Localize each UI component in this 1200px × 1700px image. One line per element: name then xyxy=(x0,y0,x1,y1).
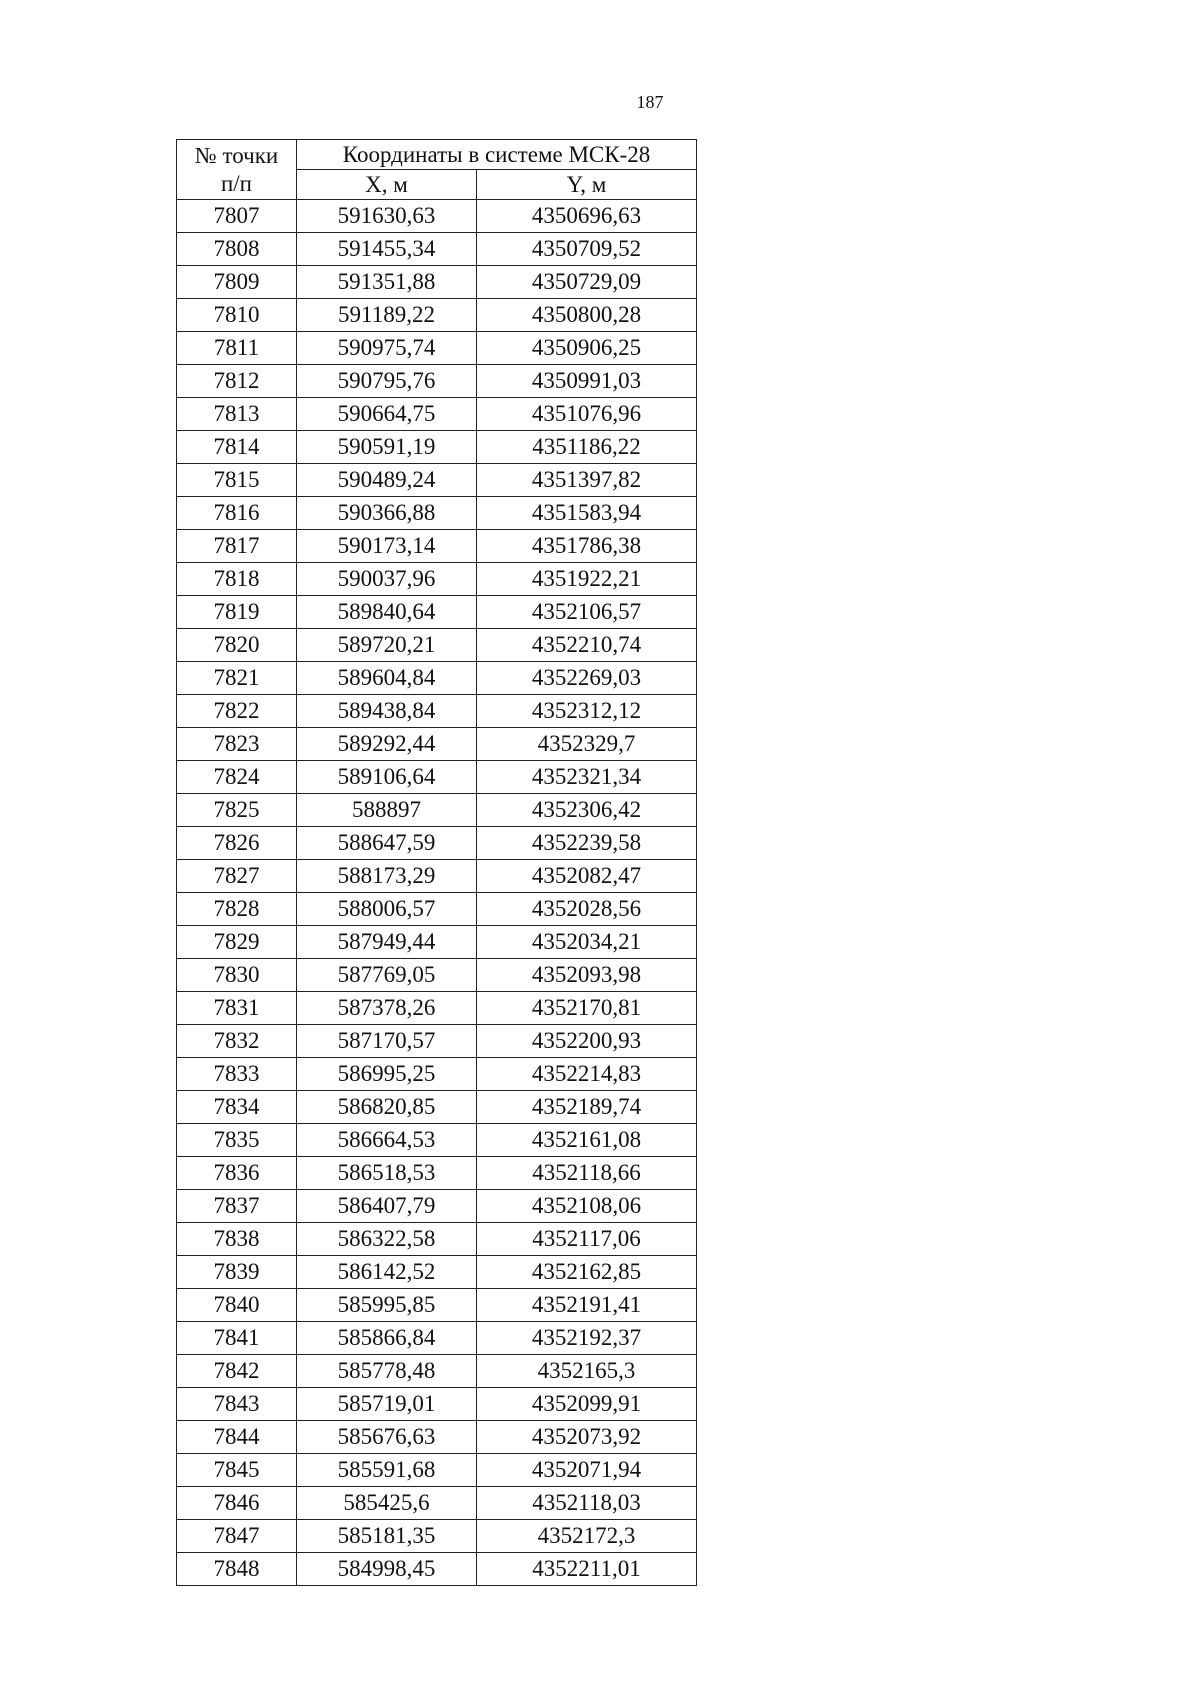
table-row xyxy=(177,596,697,629)
point-number-cell: 7837 xyxy=(177,1190,297,1223)
y-coordinate-cell: 4352189,74 xyxy=(477,1091,697,1124)
y-coordinate-cell: 4352269,03 xyxy=(477,662,697,695)
x-coordinate-cell: 590366,88 xyxy=(297,497,477,530)
x-coordinate-cell: 586407,79 xyxy=(297,1190,477,1223)
x-coordinate-cell: 589604,84 xyxy=(297,662,477,695)
x-column-header: X, м xyxy=(297,170,477,200)
x-coordinate-cell: 586820,85 xyxy=(297,1091,477,1124)
table-row xyxy=(177,1124,697,1157)
point-number-cell: 7823 xyxy=(177,728,297,761)
point-number-cell: 7813 xyxy=(177,398,297,431)
table-row xyxy=(177,959,697,992)
x-coordinate-cell: 587378,26 xyxy=(297,992,477,1025)
x-coordinate-cell: 586322,58 xyxy=(297,1223,477,1256)
point-number-cell: 7826 xyxy=(177,827,297,860)
table-row xyxy=(177,1157,697,1190)
y-coordinate-cell: 4352329,7 xyxy=(477,728,697,761)
x-coordinate-cell: 586142,52 xyxy=(297,1256,477,1289)
y-coordinate-cell: 4352071,94 xyxy=(477,1454,697,1487)
table-row xyxy=(177,1256,697,1289)
point-number-cell: 7809 xyxy=(177,266,297,299)
x-coordinate-cell: 585181,35 xyxy=(297,1520,477,1553)
table-row xyxy=(177,893,697,926)
point-number-cell: 7844 xyxy=(177,1421,297,1454)
point-number-cell: 7808 xyxy=(177,233,297,266)
y-coordinate-cell: 4352191,41 xyxy=(477,1289,697,1322)
y-coordinate-cell: 4352118,03 xyxy=(477,1487,697,1520)
y-coordinate-cell: 4352099,91 xyxy=(477,1388,697,1421)
x-coordinate-cell: 590489,24 xyxy=(297,464,477,497)
x-coordinate-cell: 585591,68 xyxy=(297,1454,477,1487)
point-number-cell: 7840 xyxy=(177,1289,297,1322)
y-coordinate-cell: 4352192,37 xyxy=(477,1322,697,1355)
y-coordinate-cell: 4351186,22 xyxy=(477,431,697,464)
x-coordinate-cell: 591630,63 xyxy=(297,200,477,233)
x-coordinate-cell: 585778,48 xyxy=(297,1355,477,1388)
y-coordinate-cell: 4352162,85 xyxy=(477,1256,697,1289)
table-row xyxy=(177,1454,697,1487)
point-number-cell: 7843 xyxy=(177,1388,297,1421)
table-row xyxy=(177,1289,697,1322)
point-number-cell: 7835 xyxy=(177,1124,297,1157)
y-coordinate-cell: 4352093,98 xyxy=(477,959,697,992)
table-row xyxy=(177,728,697,761)
table-row xyxy=(177,1520,697,1553)
y-coordinate-cell: 4352073,92 xyxy=(477,1421,697,1454)
x-coordinate-cell: 590975,74 xyxy=(297,332,477,365)
point-number-cell: 7816 xyxy=(177,497,297,530)
point-number-cell: 7827 xyxy=(177,860,297,893)
table-row xyxy=(177,1322,697,1355)
x-coordinate-cell: 589720,21 xyxy=(297,629,477,662)
y-coordinate-cell: 4352306,42 xyxy=(477,794,697,827)
point-number-cell: 7825 xyxy=(177,794,297,827)
x-coordinate-cell: 585425,6 xyxy=(297,1487,477,1520)
y-coordinate-cell: 4352321,34 xyxy=(477,761,697,794)
table-row xyxy=(177,926,697,959)
point-number-cell: 7845 xyxy=(177,1454,297,1487)
table-row xyxy=(177,464,697,497)
y-coordinate-cell: 4352172,3 xyxy=(477,1520,697,1553)
point-number-cell: 7846 xyxy=(177,1487,297,1520)
table-row xyxy=(177,332,697,365)
table-row xyxy=(177,1355,697,1388)
point-number-cell: 7841 xyxy=(177,1322,297,1355)
point-number-cell: 7818 xyxy=(177,563,297,596)
point-number-cell: 7839 xyxy=(177,1256,297,1289)
table-row xyxy=(177,233,697,266)
table-row xyxy=(177,530,697,563)
x-coordinate-cell: 591351,88 xyxy=(297,266,477,299)
y-coordinate-cell: 4352200,93 xyxy=(477,1025,697,1058)
x-coordinate-cell: 590664,75 xyxy=(297,398,477,431)
table-row xyxy=(177,398,697,431)
x-coordinate-cell: 589106,64 xyxy=(297,761,477,794)
table-row xyxy=(177,1091,697,1124)
table-row xyxy=(177,1388,697,1421)
table-row xyxy=(177,794,697,827)
coordinates-group-header: Координаты в системе МСК-28 xyxy=(297,140,697,170)
point-number-cell: 7814 xyxy=(177,431,297,464)
y-coordinate-cell: 4351786,38 xyxy=(477,530,697,563)
table-row xyxy=(177,365,697,398)
y-coordinate-cell: 4352108,06 xyxy=(477,1190,697,1223)
x-coordinate-cell: 588173,29 xyxy=(297,860,477,893)
x-coordinate-cell: 586995,25 xyxy=(297,1058,477,1091)
table-row xyxy=(177,827,697,860)
y-coordinate-cell: 4350991,03 xyxy=(477,365,697,398)
y-coordinate-cell: 4350696,63 xyxy=(477,200,697,233)
y-coordinate-cell: 4351583,94 xyxy=(477,497,697,530)
y-coordinate-cell: 4350800,28 xyxy=(477,299,697,332)
y-coordinate-cell: 4352170,81 xyxy=(477,992,697,1025)
point-number-cell: 7832 xyxy=(177,1025,297,1058)
table-row xyxy=(177,1421,697,1454)
table-row xyxy=(177,662,697,695)
point-number-cell: 7824 xyxy=(177,761,297,794)
point-number-cell: 7815 xyxy=(177,464,297,497)
table-row xyxy=(177,1058,697,1091)
point-number-header xyxy=(177,140,297,200)
x-coordinate-cell: 589292,44 xyxy=(297,728,477,761)
point-number-cell: 7811 xyxy=(177,332,297,365)
table-row xyxy=(177,992,697,1025)
x-coordinate-cell: 585719,01 xyxy=(297,1388,477,1421)
x-coordinate-cell: 588897 xyxy=(297,794,477,827)
table-row xyxy=(177,695,697,728)
point-number-cell: 7833 xyxy=(177,1058,297,1091)
table-row xyxy=(177,1025,697,1058)
x-coordinate-cell: 589438,84 xyxy=(297,695,477,728)
table-row xyxy=(177,497,697,530)
x-coordinate-cell: 591455,34 xyxy=(297,233,477,266)
point-number-cell: 7830 xyxy=(177,959,297,992)
point-number-cell: 7807 xyxy=(177,200,297,233)
y-coordinate-cell: 4352210,74 xyxy=(477,629,697,662)
table-body xyxy=(177,200,697,1586)
y-coordinate-cell: 4350729,09 xyxy=(477,266,697,299)
point-number-cell: 7829 xyxy=(177,926,297,959)
y-coordinate-cell: 4352165,3 xyxy=(477,1355,697,1388)
y-coordinate-cell: 4352106,57 xyxy=(477,596,697,629)
x-coordinate-cell: 584998,45 xyxy=(297,1553,477,1586)
table-row xyxy=(177,860,697,893)
point-number-cell: 7836 xyxy=(177,1157,297,1190)
table-row xyxy=(177,200,697,233)
table-row xyxy=(177,1190,697,1223)
x-coordinate-cell: 585866,84 xyxy=(297,1322,477,1355)
x-coordinate-cell: 588647,59 xyxy=(297,827,477,860)
y-coordinate-cell: 4350906,25 xyxy=(477,332,697,365)
x-coordinate-cell: 591189,22 xyxy=(297,299,477,332)
point-number-cell: 7842 xyxy=(177,1355,297,1388)
y-coordinate-cell: 4352214,83 xyxy=(477,1058,697,1091)
x-coordinate-cell: 590037,96 xyxy=(297,563,477,596)
table-row xyxy=(177,563,697,596)
point-number-header-line2: п/п xyxy=(220,170,252,196)
point-number-cell: 7848 xyxy=(177,1553,297,1586)
table-row xyxy=(177,266,697,299)
y-coordinate-cell: 4352117,06 xyxy=(477,1223,697,1256)
table-row xyxy=(177,1553,697,1586)
x-coordinate-cell: 585995,85 xyxy=(297,1289,477,1322)
point-number-cell: 7820 xyxy=(177,629,297,662)
point-number-cell: 7831 xyxy=(177,992,297,1025)
y-coordinate-cell: 4352312,12 xyxy=(477,695,697,728)
y-coordinate-cell: 4352161,08 xyxy=(477,1124,697,1157)
point-number-cell: 7834 xyxy=(177,1091,297,1124)
table-row xyxy=(177,431,697,464)
point-number-cell: 7828 xyxy=(177,893,297,926)
coordinates-table xyxy=(176,139,697,1586)
point-number-cell: 7817 xyxy=(177,530,297,563)
y-coordinate-cell: 4351076,96 xyxy=(477,398,697,431)
x-coordinate-cell: 590591,19 xyxy=(297,431,477,464)
y-coordinate-cell: 4352239,58 xyxy=(477,827,697,860)
point-number-header-line1: № точки xyxy=(194,142,279,168)
table-header xyxy=(177,140,697,200)
x-coordinate-cell: 587949,44 xyxy=(297,926,477,959)
page-number: 187 xyxy=(636,92,664,112)
x-coordinate-cell: 587170,57 xyxy=(297,1025,477,1058)
y-column-header: Y, м xyxy=(477,170,697,200)
point-number-cell: 7810 xyxy=(177,299,297,332)
y-coordinate-cell: 4351922,21 xyxy=(477,563,697,596)
y-coordinate-cell: 4352211,01 xyxy=(477,1553,697,1586)
table-row xyxy=(177,299,697,332)
x-coordinate-cell: 588006,57 xyxy=(297,893,477,926)
table-row xyxy=(177,1487,697,1520)
x-coordinate-cell: 586664,53 xyxy=(297,1124,477,1157)
y-coordinate-cell: 4350709,52 xyxy=(477,233,697,266)
point-number-cell: 7812 xyxy=(177,365,297,398)
point-number-cell: 7821 xyxy=(177,662,297,695)
x-coordinate-cell: 590795,76 xyxy=(297,365,477,398)
y-coordinate-cell: 4352118,66 xyxy=(477,1157,697,1190)
x-coordinate-cell: 590173,14 xyxy=(297,530,477,563)
y-coordinate-cell: 4352082,47 xyxy=(477,860,697,893)
x-coordinate-cell: 589840,64 xyxy=(297,596,477,629)
y-coordinate-cell: 4351397,82 xyxy=(477,464,697,497)
point-number-cell: 7819 xyxy=(177,596,297,629)
table-row xyxy=(177,629,697,662)
point-number-cell: 7847 xyxy=(177,1520,297,1553)
x-coordinate-cell: 587769,05 xyxy=(297,959,477,992)
y-coordinate-cell: 4352034,21 xyxy=(477,926,697,959)
y-coordinate-cell: 4352028,56 xyxy=(477,893,697,926)
point-number-cell: 7822 xyxy=(177,695,297,728)
x-coordinate-cell: 585676,63 xyxy=(297,1421,477,1454)
table-row xyxy=(177,761,697,794)
point-number-cell: 7838 xyxy=(177,1223,297,1256)
x-coordinate-cell: 586518,53 xyxy=(297,1157,477,1190)
table-row xyxy=(177,1223,697,1256)
